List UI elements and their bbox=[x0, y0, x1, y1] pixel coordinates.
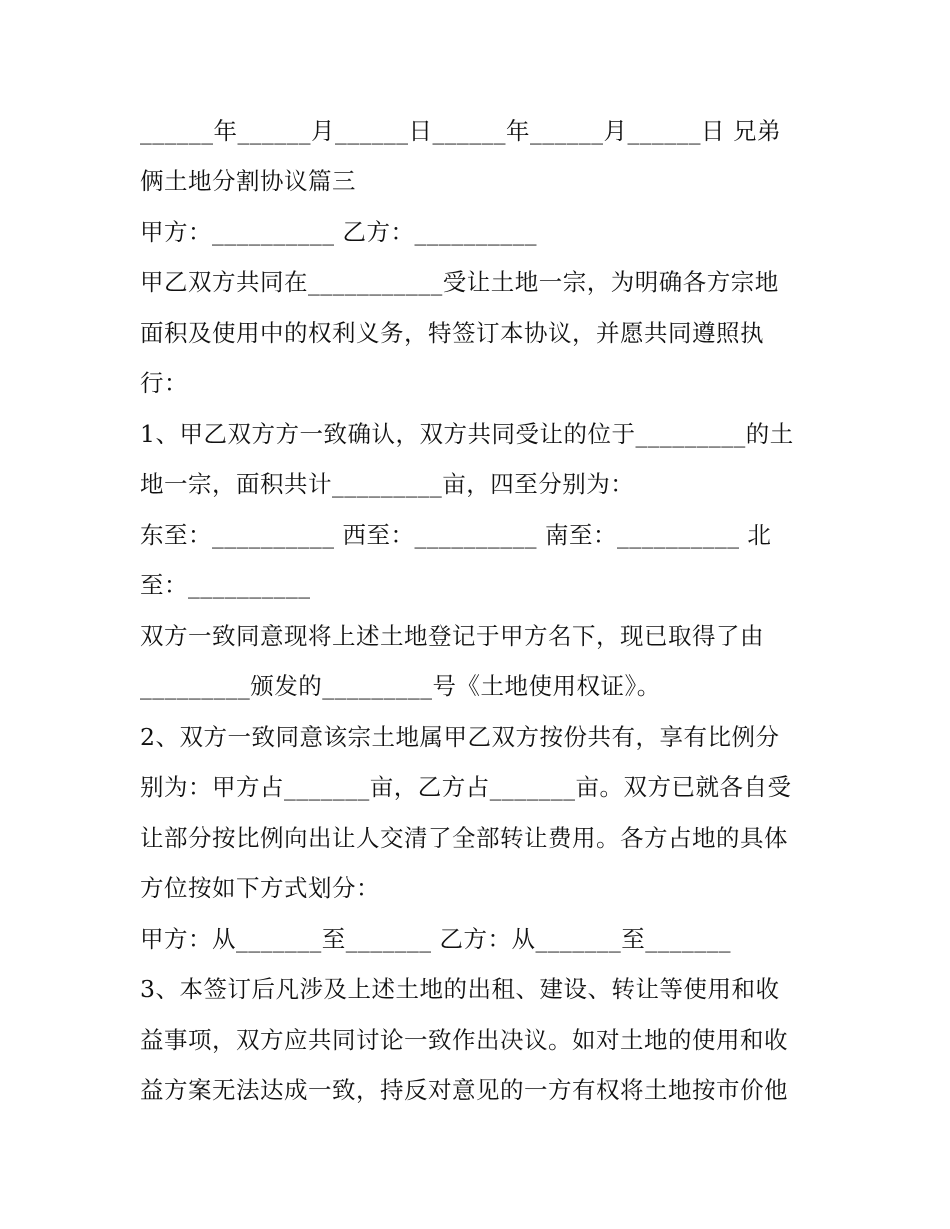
text-line: 2、双方一致同意该宗土地属甲乙双方按份共有，享有比例分 bbox=[140, 723, 780, 751]
text-line: 双方一致同意现将上述土地登记于甲方名下，现已取得了由 bbox=[140, 622, 764, 650]
text-line: 面积及使用中的权利义务，特签订本协议，并愿共同遵照执 bbox=[140, 319, 764, 347]
text-line: 甲方：从_______至_______ 乙方：从_______至_______ bbox=[140, 925, 731, 953]
text-line: 甲乙双方共同在___________受让土地一宗，为明确各方宗地 bbox=[140, 268, 779, 296]
text-line: 方位按如下方式划分： bbox=[140, 874, 380, 902]
text-line: 行： bbox=[140, 369, 188, 397]
text-line: 益方案无法达成一致，持反对意见的一方有权将土地按市价他 bbox=[140, 1076, 788, 1104]
text-line: 东至：__________ 西至：__________ 南至：__________ 北 bbox=[140, 521, 772, 549]
text-line: _________颁发的_________号《土地使用权证》。 bbox=[140, 672, 661, 700]
text-line: 甲方：__________ 乙方：__________ bbox=[140, 218, 537, 246]
text-line: 别为：甲方占_______亩，乙方占_______亩。双方已就各自受 bbox=[140, 773, 792, 801]
text-line: 让部分按比例向出让人交清了全部转让费用。各方占地的具体 bbox=[140, 824, 788, 852]
text-line: 3、本签订后凡涉及上述土地的出租、建设、转让等使用和收 bbox=[140, 975, 780, 1003]
text-line: 1、甲乙双方方一致确认，双方共同受让的位于_________的土 bbox=[140, 420, 794, 448]
text-line: 俩土地分割协议篇三 bbox=[140, 167, 356, 195]
text-line: 地一宗，面积共计_________亩，四至分别为： bbox=[140, 470, 635, 498]
text-line: ______年______月______日______年______月______日 兄弟 bbox=[140, 117, 781, 145]
text-line: 益事项，双方应共同讨论一致作出决议。如对土地的使用和收 bbox=[140, 1026, 788, 1054]
text-line: 至：__________ bbox=[140, 571, 311, 599]
